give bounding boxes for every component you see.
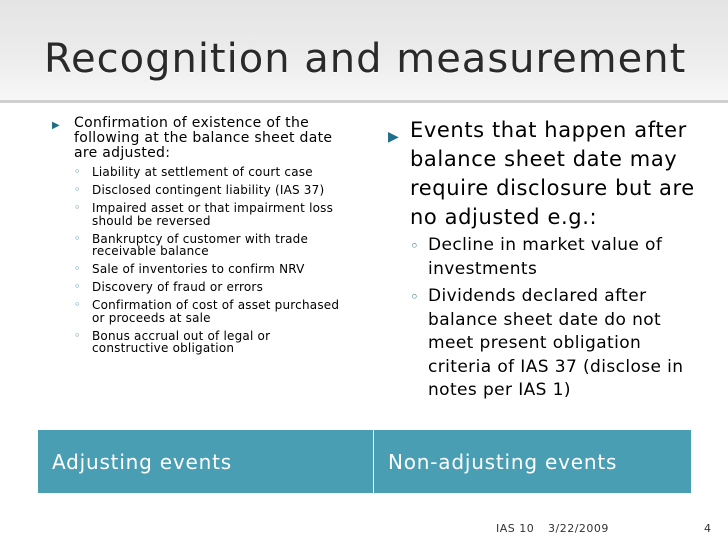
list-item-text: Bonus accrual out of legal or constructive obligation [92, 328, 271, 355]
adjusting-intro-bullet [52, 116, 342, 161]
circle-bullet-icon: ◦ [410, 288, 420, 306]
list-item-text: Discovery of fraud or errors [92, 280, 264, 294]
adjusting-events-list [52, 166, 342, 355]
non-adjusting-events-column [388, 116, 700, 407]
list-item [410, 234, 700, 281]
adjusting-events-column [52, 116, 342, 360]
circle-bullet-icon: ◦ [74, 280, 81, 293]
list-item-text: Confirmation of cost of asset purchased or proceeds at sale [92, 298, 340, 325]
adjusting-events-label: Adjusting events [38, 430, 373, 493]
list-item-text: Disclosed contingent liability (IAS 37) [92, 183, 325, 197]
adjusting-intro-text: Confirmation of existence of the following at the balance sheet date are adjusted: [74, 115, 333, 161]
list-item-text: Impaired asset or that impairment loss should be reversed [92, 201, 334, 228]
label-divider [38, 493, 691, 495]
list-item [74, 263, 342, 276]
list-item [74, 233, 342, 258]
footer-date: 3/22/2009 [548, 522, 609, 535]
circle-bullet-icon: ◦ [74, 298, 81, 311]
non-adjusting-events-list [388, 234, 700, 403]
circle-bullet-icon: ◦ [74, 262, 81, 275]
list-item [74, 281, 342, 294]
list-item-text: Decline in market value of investments [428, 235, 663, 279]
non-adjusting-intro-text: Events that happen after balance sheet date may require disclosure but are no adjusted e.g.: [410, 118, 695, 229]
list-item-text: Sale of inventories to confirm NRV [92, 262, 305, 276]
circle-bullet-icon: ◦ [74, 165, 81, 178]
footer-source: IAS 10 [496, 522, 535, 535]
list-item-text: Liability at settlement of court case [92, 165, 313, 179]
non-adjusting-events-label: Non-adjusting events [373, 430, 691, 493]
triangle-bullet-icon: ▶ [388, 129, 400, 145]
circle-bullet-icon: ◦ [74, 231, 81, 245]
circle-bullet-icon: ◦ [74, 183, 81, 196]
list-item-text: Dividends declared after balance sheet date do not meet present obligation criteria of IAS 37 (disclose in notes per IAS 1) [428, 286, 684, 400]
circle-bullet-icon: ◦ [410, 237, 420, 255]
list-item [410, 285, 700, 403]
circle-bullet-icon: ◦ [74, 201, 81, 214]
list-item [74, 184, 342, 197]
title-divider [0, 100, 728, 103]
slide-title: Recognition and measurement [44, 36, 687, 82]
list-item [74, 299, 342, 324]
list-item [74, 166, 342, 179]
footer-page-number: 4 [704, 522, 712, 535]
triangle-bullet-icon: ▶ [52, 120, 60, 131]
list-item [74, 202, 342, 227]
list-item-text: Bankruptcy of customer with trade receivable balance [92, 231, 309, 258]
circle-bullet-icon: ◦ [74, 328, 81, 342]
list-item [74, 330, 342, 355]
non-adjusting-intro-bullet [388, 116, 700, 232]
